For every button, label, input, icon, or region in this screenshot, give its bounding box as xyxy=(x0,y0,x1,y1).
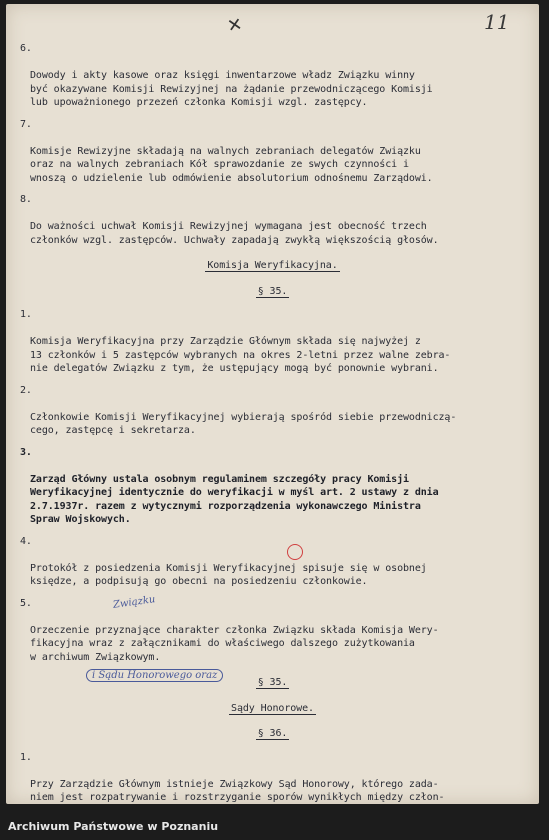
paragraph-number: 4. xyxy=(20,535,32,547)
paragraph xyxy=(6,118,539,186)
paragraph-number: 1. xyxy=(20,309,32,320)
paragraph-text: Komisje Rewizyjne składają na walnych zebraniach delegatów Związku oraz na walnych zebraniach Kół sprawozdanie ze swych czynności i wnoszą o udzielenie lub odmówienie absolutorium odnośnemu Zarządowi. xyxy=(30,145,433,184)
paragraph-text: Protokół z posiedzenia Komisji Weryfikacyjnej spisuje się w osobnej księdze, a podpisują go obecni na posiedzeniu członkowie. xyxy=(30,562,427,587)
archive-name: Archiwum Państwowe w Poznaniu xyxy=(8,820,219,833)
paragraph-number: 6. xyxy=(20,43,32,54)
paragraph xyxy=(6,597,539,665)
paragraph-text: Dowody i akty kasowe oraz księgi inwentarzowe władz Związku winny być okazywane Komisji Rewizyjnej na żądanie przewodniczącego Komisji lub upoważnionego przezeń członka Komisji wzgl. zastępcy. xyxy=(30,70,433,108)
paragraph-text: Komisja Weryfikacyjna przy Zarządzie Głównym składa się najwyżej z 13 członków i 5 zastępców wybranych na okres 2-letni przez walne zebra- nie delegatów Związku z tym, że ustępujący mogą być ponownie wybrani. xyxy=(30,336,451,374)
archive-footer xyxy=(0,814,549,840)
paragraph-text: Członkowie Komisji Weryfikacyjnej wybierają spośród siebie przewodniczą- cego, zastępcę i sekretarza. xyxy=(30,411,457,436)
section-number: § 36. xyxy=(257,728,288,739)
paragraph-number: 1. xyxy=(20,751,32,763)
paragraph xyxy=(6,42,539,110)
paragraph xyxy=(6,535,539,589)
paragraph-number: 7. xyxy=(20,118,32,130)
folio-mark: ✕ xyxy=(225,11,244,38)
handwritten-note: i Sądu Honorowego oraz xyxy=(86,669,223,682)
paragraph-number: 3. xyxy=(20,446,32,458)
paragraph-number: 2. xyxy=(20,384,32,396)
paragraph-text: Zarząd Główny ustala osobnym regulaminem szczegóły pracy Komisji Weryfikacyjnej identycznie do weryfikacji w myśl art. 2 ustawy z dnia 2.7.1937r. razem z wytycznymi rozporządzenia wykonawczego Ministra Spraw Wojskowych. xyxy=(30,473,439,525)
document-page xyxy=(6,4,539,804)
paragraph-text: Orzeczenie przyznające charakter członka Związku składa Komisja Wery- fikacyjna wraz z załącznikami do właściwego dalszego zużytkowania w archiwum Związkowym. xyxy=(30,624,439,663)
section-heading: Sądy Honorowe. xyxy=(231,702,314,714)
paragraph xyxy=(6,308,539,376)
red-circle-annotation xyxy=(287,544,303,560)
paragraph-text: Przy Zarządzie Głównym istnieje Związkowy Sąd Honorowy, którego zada- niem jest rozpatrywanie i rozstrzyganie sporów wynikłych między człon- xyxy=(30,778,445,803)
paragraph xyxy=(6,384,539,438)
paragraph-number: 8. xyxy=(20,194,32,205)
paragraph xyxy=(6,751,539,805)
paragraph xyxy=(6,446,539,527)
section-mark: § 35. xyxy=(257,677,288,688)
paragraph xyxy=(6,193,539,247)
paragraph-number: 5. xyxy=(20,597,32,609)
document-body xyxy=(6,42,539,804)
section-heading: Komisja Weryfikacyjna. xyxy=(207,260,338,271)
handwritten-note: Związku xyxy=(112,594,156,611)
folio-number: 11 xyxy=(484,10,510,34)
section-number: § 35. xyxy=(257,285,288,297)
paragraph-text: Do ważności uchwał Komisji Rewizyjnej wymagana jest obecność trzech członków wzgl. zastępców. Uchwały zapadają zwykłą większością głosów. xyxy=(30,221,439,246)
